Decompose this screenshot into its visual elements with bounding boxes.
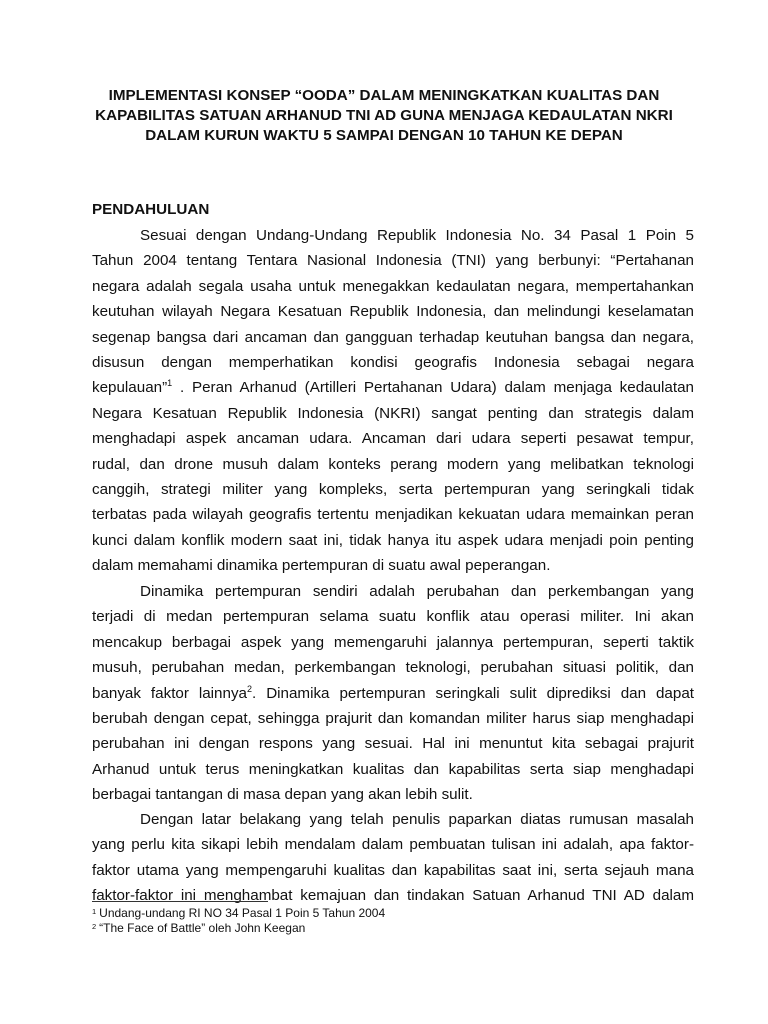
footnotes: [92, 905, 385, 935]
text-line: canggih, strategi militer yang kompleks, serta pertempuran yang seringkali tidak: [92, 480, 694, 498]
footnote-ref: 2: [247, 683, 253, 694]
text-line: rudal, dan drone musuh dalam konteks perang modern yang melibatkan teknologi: [92, 455, 694, 473]
text-run: kepulauan”: [92, 379, 168, 397]
text-line: [92, 683, 694, 708]
text-line: [92, 377, 694, 402]
text-line: Dengan latar belakang yang telah penulis paparkan diatas rumusan masalah: [140, 811, 694, 828]
paragraph-3: [92, 809, 694, 911]
footnote-text: Undang-undang RI NO 34 Pasal 1 Poin 5 Tahun 2004: [99, 906, 386, 920]
text-line: terbatas pada wilayah geografis tertentu menjadikan kekuatan udara memainkan peran: [92, 506, 694, 524]
text-line: negara adalah segala usaha untuk menegakkan kedaulatan negara, mempertahankan: [92, 277, 694, 295]
text-line: berubah dengan cepat, sehingga prajurit dan komandan militer harus siap menghadapi: [92, 709, 694, 727]
text-line: perubahan ini dengan respons yang sesuai. Hal ini menuntut kita sebagai prajurit: [92, 735, 694, 753]
text-line: faktor utama yang mempengaruhi kualitas dan kapabilitas saat ini, serta sejauh mana: [92, 861, 694, 879]
paragraph-1: [92, 225, 694, 580]
footnote-text: “The Face of Battle” oleh John Keegan: [99, 921, 306, 935]
footnote-separator: [92, 901, 268, 902]
footnote-mark: 1: [92, 907, 97, 916]
text-line: kunci dalam konflik modern saat ini, tidak hanya itu aspek udara menjadi poin penting: [92, 531, 694, 549]
text-line: Sesuai dengan Undang-Undang Republik Indonesia No. 34 Pasal 1 Poin 5: [140, 227, 694, 244]
document-title: [90, 86, 678, 146]
title-line: DALAM KURUN WAKTU 5 SAMPAI DENGAN 10 TAHUN KE DEPAN: [145, 127, 623, 144]
text-line: yang perlu kita sikapi lebih mendalam dalam pembuatan tulisan ini adalah, apa faktor-: [92, 836, 694, 854]
text-run: . Dinamika pertempuran seringkali sulit diprediksi dan dapat: [252, 684, 694, 702]
text-line: segenap bangsa dari ancaman dan gangguan terhadap keutuhan bangsa dan negara,: [92, 328, 694, 346]
text-line: Negara Kesatuan Republik Indonesia (NKRI) sangat penting dan strategis dalam: [92, 404, 694, 422]
text-line: terjadi di medan pertempuran selama suatu konflik atau operasi militer. Ini akan: [92, 608, 694, 626]
footnote: [92, 905, 385, 920]
footnote: [92, 920, 385, 935]
paragraph-2: [92, 581, 694, 810]
text-line: dalam memahami dinamika pertempuran di suatu awal peperangan.: [92, 557, 551, 575]
text-line: Dinamika pertempuran sendiri adalah perubahan dan perkembangan yang: [140, 583, 694, 600]
text-line: faktor-faktor ini menghambat kemajuan dan tindakan Satuan Arhanud TNI AD dalam: [92, 887, 694, 905]
text-line: Tahun 2004 tentang Tentara Nasional Indonesia (TNI) yang berbunyi: “Pertahanan: [92, 252, 694, 270]
text-line: disusun dengan memperhatikan kondisi geografis Indonesia sebagai negara: [92, 353, 694, 371]
text-line: keutuhan wilayah Negara Kesatuan Republik Indonesia, dan melindungi keselamatan: [92, 303, 694, 321]
text-line: menghadapi aspek ancaman udara. Ancaman dari udara seperti pesawat tempur,: [92, 430, 694, 448]
text-line: Arhanud untuk terus meningkatkan kualitas dan kapabilitas serta siap menghadapi: [92, 760, 694, 778]
text-run: . Peran Arhanud (Artilleri Pertahanan Udara) dalam menjaga kedaulatan: [172, 379, 694, 397]
title-line: KAPABILITAS SATUAN ARHANUD TNI AD GUNA MENJAGA KEDAULATAN NKRI: [95, 107, 673, 124]
text-line: mencakup berbagai aspek yang memengaruhi jalannya pertempuran, seperti taktik: [92, 633, 694, 651]
title-line: IMPLEMENTASI KONSEP “OODA” DALAM MENINGKATKAN KUALITAS DAN: [108, 87, 660, 104]
text-run: banyak faktor lainnya: [92, 684, 247, 702]
text-line: musuh, perubahan medan, perkembangan teknologi, perubahan situasi politik, dan: [92, 659, 694, 677]
footnote-ref: 1: [167, 378, 173, 389]
text-line: berbagai tantangan di masa depan yang akan lebih sulit.: [92, 786, 473, 804]
section-heading: PENDAHULUAN: [92, 201, 210, 218]
footnote-mark: 2: [92, 922, 97, 931]
